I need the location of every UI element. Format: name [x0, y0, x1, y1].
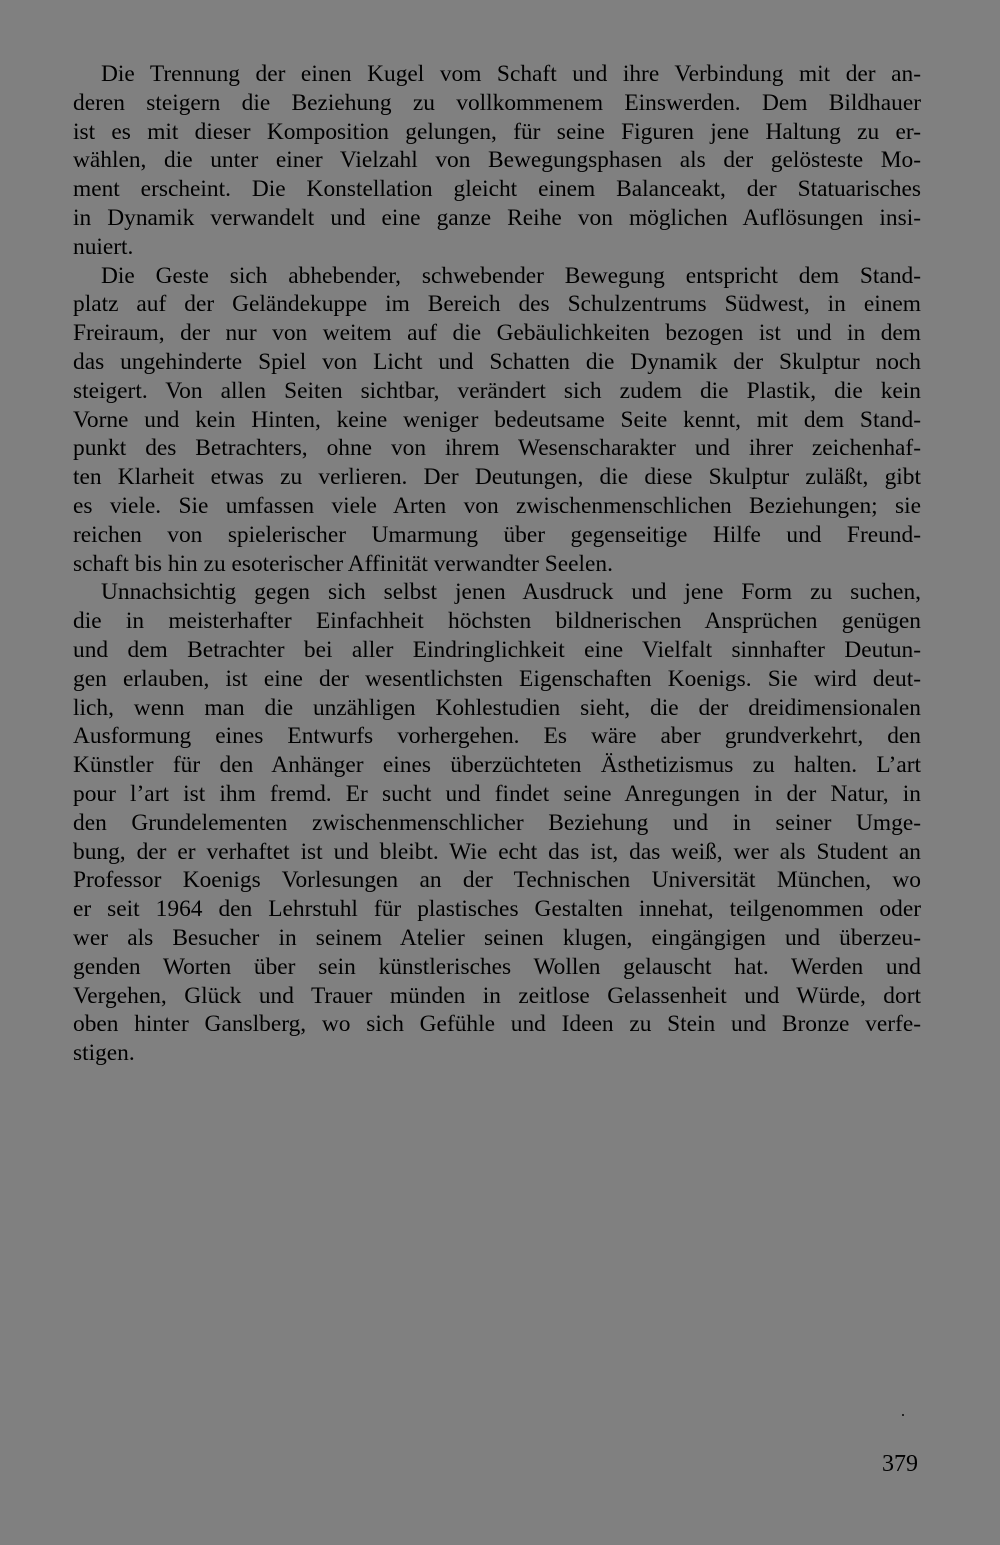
text-line: genden Worten über sein künstlerisches Wollen gelauscht hat. Werden und [73, 953, 921, 980]
text-line: deren steigern die Beziehung zu vollkommenem Einswerden. Dem Bildhauer [73, 89, 921, 116]
text-line: ment erscheint. Die Konstellation gleicht einem Balanceakt, der Statuarisches [73, 176, 921, 203]
paragraph-1 [73, 60, 921, 262]
text-line: Unnachsichtig gegen sich selbst jenen Ausdruck und jene Form zu suchen, [101, 579, 921, 606]
text-line: den Grundelementen zwischenmenschlicher Beziehung und in seiner Umge- [73, 809, 921, 836]
text-line: Die Trennung der einen Kugel vom Schaft und ihre Verbindung mit der an- [101, 61, 921, 87]
text-line: wählen, die unter einer Vielzahl von Bewegungsphasen als der gelösteste Mo- [73, 147, 921, 174]
text-line: Vorne und kein Hinten, keine weniger bedeutsame Seite kennt, mit dem Stand- [73, 406, 921, 433]
page-number: 379 [882, 1451, 918, 1477]
text-line: Ausformung eines Entwurfs vorhergehen. Es wäre aber grundverkehrt, den [73, 723, 921, 750]
text-line: ist es mit dieser Komposition gelungen, für seine Figuren jene Haltung zu er- [73, 118, 921, 145]
text-line: lich, wenn man die unzähligen Kohlestudien sieht, die der dreidimensionalen [73, 694, 921, 721]
text-line: und dem Betrachter bei aller Eindringlichkeit eine Vielfalt sinnhafter Deutun- [73, 636, 921, 663]
text-line: Freiraum, der nur von weitem auf die Gebäulichkeiten bezogen ist und in dem [73, 320, 921, 347]
text-line: bung, der er verhaftet ist und bleibt. Wie echt das ist, das weiß, wer als Student an [73, 838, 921, 865]
text-line: er seit 1964 den Lehrstuhl für plastisches Gestalten innehat, teilgenommen oder [73, 896, 921, 923]
text-line: ten Klarheit etwas zu verlieren. Der Deutungen, die diese Skulptur zuläßt, gibt [73, 464, 921, 491]
text-line: Die Geste sich abhebender, schwebender Bewegung entspricht dem Stand- [101, 262, 921, 289]
paragraph-3 [73, 578, 921, 1068]
text-line: gen erlauben, ist eine der wesentlichsten Eigenschaften Koenigs. Sie wird deut- [73, 665, 921, 692]
text-line: schaft bis hin zu esoterischer Affinität verwandter Seelen. [73, 550, 613, 577]
paragraph-2 [73, 262, 921, 579]
text-line: reichen von spielerischer Umarmung über gegenseitige Hilfe und Freund- [73, 521, 921, 548]
text-line: Vergehen, Glück und Trauer münden in zeitlose Gelassenheit und Würde, dort [73, 982, 921, 1009]
text-line: platz auf der Geländekuppe im Bereich des Schulzentrums Südwest, in einem [73, 291, 921, 318]
body-text [73, 60, 921, 1068]
text-line: steigert. Von allen Seiten sichtbar, verändert sich zudem die Plastik, die kein [73, 377, 921, 404]
text-line: Künstler für den Anhänger eines überzüchteten Ästhetizismus zu halten. L’art [73, 752, 921, 779]
text-line: nuiert. [73, 233, 134, 260]
text-line: oben hinter Ganslberg, wo sich Gefühle und Ideen zu Stein und Bronze verfe- [73, 1011, 921, 1038]
text-line: in Dynamik verwandelt und eine ganze Reihe von möglichen Auflösungen insi- [73, 204, 921, 231]
text-line: punkt des Betrachters, ohne von ihrem Wesenscharakter und ihrer zeichenhaf- [73, 435, 921, 462]
text-line: Professor Koenigs Vorlesungen an der Technischen Universität München, wo [73, 867, 921, 894]
text-line: das ungehinderte Spiel von Licht und Schatten die Dynamik der Skulptur noch [73, 348, 921, 375]
text-line: pour l’art ist ihm fremd. Er sucht und findet seine Anregungen in der Natur, in [73, 780, 921, 807]
text-line: es viele. Sie umfassen viele Arten von zwischenmenschlichen Beziehungen; sie [73, 492, 921, 519]
text-line: wer als Besucher in seinem Atelier seinen klugen, eingängigen und überzeu- [73, 924, 921, 951]
text-line: die in meisterhafter Einfachheit höchsten bildnerischen Ansprüchen genügen [73, 608, 921, 635]
text-line: stigen. [73, 1040, 135, 1067]
print-speck [902, 1414, 904, 1416]
